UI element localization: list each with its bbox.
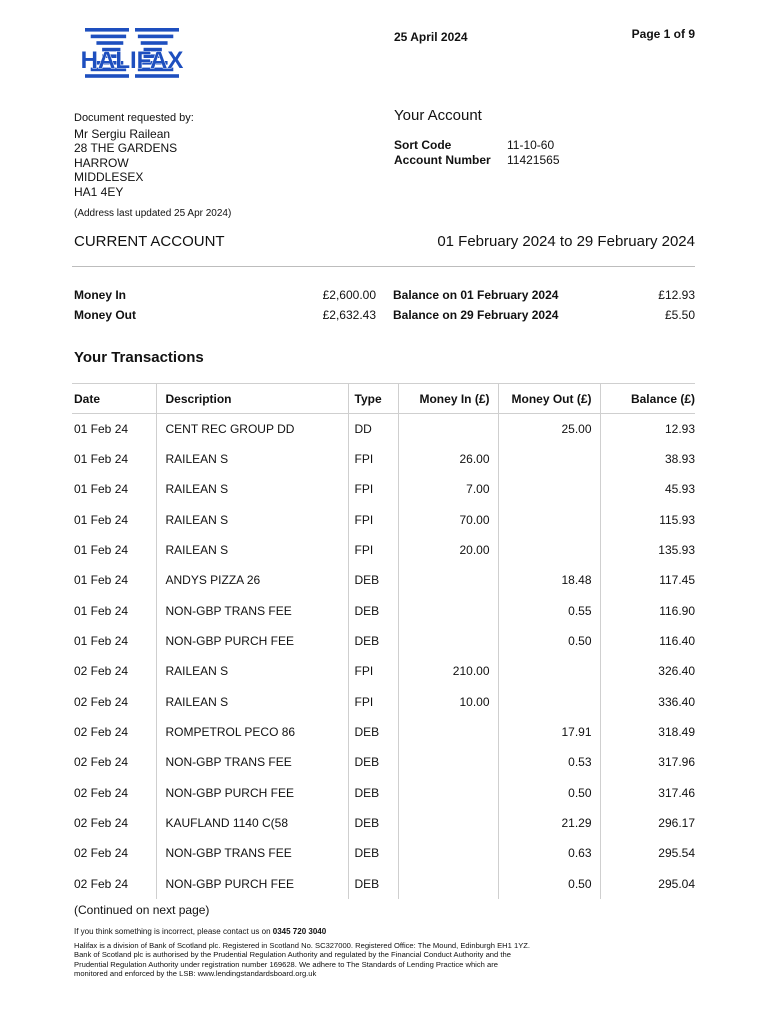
cell-date: 02 Feb 24 <box>74 785 129 800</box>
cell-type: FPI <box>348 687 398 717</box>
cell-description: RAILEAN S <box>156 535 348 565</box>
opening-balance-label: Balance on 01 February 2024 <box>393 288 559 302</box>
cell-type: FPI <box>348 474 398 504</box>
logo-stripe <box>141 41 168 45</box>
account-heading: Your Account <box>394 107 482 124</box>
cell-money-in: 7.00 <box>398 474 498 504</box>
address-line: HARROW <box>74 155 129 170</box>
column-header-description: Description <box>156 384 348 414</box>
cell-type: FPI <box>348 656 398 686</box>
cell-date: 01 Feb 24 <box>74 573 129 588</box>
cell-description: NON-GBP PURCH FEE <box>156 869 348 899</box>
closing-balance-value: £5.50 <box>664 308 695 322</box>
cell-type: DEB <box>348 717 398 747</box>
cell-balance: 318.49 <box>600 717 695 747</box>
cell-balance: 336.40 <box>600 687 695 717</box>
divider <box>72 266 695 267</box>
column-header-money-out: Money Out (£) <box>498 384 600 414</box>
address-line: MIDDLESEX <box>74 170 144 184</box>
cell-date: 02 Feb 24 <box>74 846 129 861</box>
cell-type: DEB <box>348 747 398 777</box>
table-row <box>72 444 695 474</box>
cell-description: ROMPETROL PECO 86 <box>156 717 348 747</box>
cell-description: NON-GBP PURCH FEE <box>156 778 348 808</box>
legal-notice <box>74 941 634 978</box>
cell-money-out <box>498 474 600 504</box>
cell-description: RAILEAN S <box>156 687 348 717</box>
cell-balance: 317.46 <box>600 778 695 808</box>
cell-type: FPI <box>348 444 398 474</box>
cell-description: RAILEAN S <box>156 656 348 686</box>
table-row <box>72 596 695 626</box>
cell-date: 02 Feb 24 <box>74 755 129 770</box>
cell-date: 02 Feb 24 <box>74 725 129 740</box>
column-header-balance: Balance (£) <box>600 384 695 414</box>
cell-date: 01 Feb 24 <box>74 634 129 649</box>
transactions-table <box>72 383 695 899</box>
cell-balance: 12.93 <box>600 414 695 444</box>
table-row <box>72 505 695 535</box>
cell-balance: 38.93 <box>600 444 695 474</box>
transactions-heading: Your Transactions <box>74 349 204 366</box>
table-row <box>72 869 695 899</box>
cell-money-out: 0.53 <box>498 747 600 777</box>
cell-money-out <box>498 505 600 535</box>
legal-line: Bank of Scotland plc is authorised by the Prudential Regulation Authority and regulated by the Financial Conduct Authority and the <box>74 950 511 960</box>
cell-money-out: 25.00 <box>498 414 600 444</box>
cell-description: CENT REC GROUP DD <box>156 414 348 444</box>
legal-line: monitored and enforced by the LSB: www.lendingstandardsboard.org.uk <box>74 968 317 978</box>
cell-date: 01 Feb 24 <box>74 512 129 527</box>
cell-money-in <box>398 626 498 656</box>
table-header-row <box>72 384 695 414</box>
column-header-date: Date <box>72 384 156 414</box>
table-row <box>72 626 695 656</box>
balance-summary <box>74 285 695 325</box>
cell-money-out <box>498 444 600 474</box>
cell-date: 01 Feb 24 <box>74 482 129 497</box>
cell-balance: 296.17 <box>600 808 695 838</box>
closing-balance-label: Balance on 29 February 2024 <box>393 308 559 322</box>
cell-balance: 116.90 <box>600 596 695 626</box>
contact-line <box>74 927 326 936</box>
cell-money-in: 26.00 <box>398 444 498 474</box>
halifax-x-emblem <box>72 26 192 84</box>
cell-date: 01 Feb 24 <box>74 603 129 618</box>
brand-wordmark: HALIFAX <box>80 47 184 74</box>
cell-money-in <box>398 869 498 899</box>
cell-type: DEB <box>348 626 398 656</box>
cell-description: NON-GBP PURCH FEE <box>156 626 348 656</box>
account-number-value: 11421565 <box>507 153 560 167</box>
logo-stripe <box>85 74 129 78</box>
statement-period: 01 February 2024 to 29 February 2024 <box>437 233 695 250</box>
requested-by-label: Document requested by: <box>74 112 194 124</box>
cell-money-in <box>398 565 498 595</box>
cell-money-out: 0.50 <box>498 869 600 899</box>
address-line: 28 THE GARDENS <box>74 141 178 155</box>
account-number-label: Account Number <box>394 153 491 167</box>
cell-date: 02 Feb 24 <box>74 664 129 679</box>
cell-description: KAUFLAND 1140 C(58 <box>156 808 348 838</box>
logo-stripe <box>135 28 179 32</box>
cell-money-out: 21.29 <box>498 808 600 838</box>
opening-balance-value: £12.93 <box>658 288 695 302</box>
cell-balance: 45.93 <box>600 474 695 504</box>
contact-text: If you think something is incorrect, please contact us on <box>74 927 273 936</box>
halifax-logo <box>72 26 192 84</box>
cell-money-out: 18.48 <box>498 565 600 595</box>
table-row <box>72 687 695 717</box>
address-updated-note: (Address last updated 25 Apr 2024) <box>74 208 232 219</box>
cell-date: 01 Feb 24 <box>74 421 129 436</box>
column-header-type: Type <box>348 384 398 414</box>
cell-money-in <box>398 778 498 808</box>
logo-stripe <box>96 41 123 45</box>
customer-address <box>74 111 231 222</box>
table-row <box>72 414 695 444</box>
money-out-total: £2,632.43 <box>322 308 376 322</box>
account-type: CURRENT ACCOUNT <box>74 233 225 250</box>
cell-money-out: 0.50 <box>498 626 600 656</box>
cell-money-out: 0.63 <box>498 838 600 868</box>
page-indicator: Page 1 of 9 <box>631 27 695 41</box>
money-in-total: £2,600.00 <box>322 288 376 302</box>
cell-balance: 326.40 <box>600 656 695 686</box>
legal-line: Halifax is a division of Bank of Scotland plc. Registered in Scotland No. SC327000. Registered Office: The Mound, Edinburgh EH1 1YZ. <box>74 941 531 950</box>
statement-date: 25 April 2024 <box>394 30 468 44</box>
money-out-label: Money Out <box>74 308 136 322</box>
cell-description: NON-GBP TRANS FEE <box>156 596 348 626</box>
cell-type: DEB <box>348 869 398 899</box>
cell-money-in <box>398 596 498 626</box>
cell-balance: 116.40 <box>600 626 695 656</box>
address-line: Mr Sergiu Railean <box>74 126 171 141</box>
table-row <box>72 808 695 838</box>
cell-type: DEB <box>348 838 398 868</box>
cell-balance: 295.04 <box>600 869 695 899</box>
cell-money-out: 17.91 <box>498 717 600 747</box>
logo-stripe <box>91 35 126 39</box>
cell-balance: 295.54 <box>600 838 695 868</box>
cell-type: DD <box>348 414 398 444</box>
sort-code-label: Sort Code <box>394 138 452 152</box>
table-row <box>72 535 695 565</box>
cell-balance: 317.96 <box>600 747 695 777</box>
cell-type: DEB <box>348 808 398 838</box>
cell-money-in <box>398 747 498 777</box>
table-row <box>72 778 695 808</box>
logo-stripe <box>138 35 173 39</box>
table-row <box>72 747 695 777</box>
money-in-label: Money In <box>74 288 127 302</box>
logo-stripe <box>135 74 179 78</box>
cell-money-in: 10.00 <box>398 687 498 717</box>
cell-money-in <box>398 808 498 838</box>
table-row <box>72 474 695 504</box>
cell-date: 02 Feb 24 <box>74 876 129 891</box>
cell-type: DEB <box>348 596 398 626</box>
cell-balance: 115.93 <box>600 505 695 535</box>
cell-type: FPI <box>348 535 398 565</box>
cell-balance: 117.45 <box>600 565 695 595</box>
cell-money-out <box>498 535 600 565</box>
table-row <box>72 656 695 686</box>
address-line: HA1 4EY <box>74 184 124 199</box>
legal-line: Prudential Regulation Authority under registration number 169628. We adhere to The Standards of Lending Practice which are <box>74 959 498 969</box>
cell-date: 01 Feb 24 <box>74 452 129 467</box>
cell-money-in <box>398 838 498 868</box>
cell-description: RAILEAN S <box>156 474 348 504</box>
cell-money-out: 0.55 <box>498 596 600 626</box>
cell-description: RAILEAN S <box>156 444 348 474</box>
contact-phone: 0345 720 3040 <box>272 927 327 936</box>
cell-money-out <box>498 687 600 717</box>
cell-type: FPI <box>348 505 398 535</box>
cell-type: DEB <box>348 565 398 595</box>
cell-description: RAILEAN S <box>156 505 348 535</box>
table-row <box>72 565 695 595</box>
cell-date: 02 Feb 24 <box>74 694 129 709</box>
sort-code-value: 11-10-60 <box>507 138 555 152</box>
cell-balance: 135.93 <box>600 535 695 565</box>
column-header-money-in: Money In (£) <box>398 384 498 414</box>
cell-money-out: 0.50 <box>498 778 600 808</box>
cell-date: 01 Feb 24 <box>74 543 129 558</box>
cell-type: DEB <box>348 778 398 808</box>
cell-money-in: 70.00 <box>398 505 498 535</box>
account-details <box>394 138 560 168</box>
cell-description: NON-GBP TRANS FEE <box>156 747 348 777</box>
table-row <box>72 717 695 747</box>
cell-money-in <box>398 717 498 747</box>
cell-money-in: 210.00 <box>398 656 498 686</box>
table-row <box>72 838 695 868</box>
cell-money-in: 20.00 <box>398 535 498 565</box>
cell-date: 02 Feb 24 <box>74 816 129 831</box>
cell-description: NON-GBP TRANS FEE <box>156 838 348 868</box>
cell-description: ANDYS PIZZA 26 <box>156 565 348 595</box>
logo-stripe <box>85 28 129 32</box>
continued-note: (Continued on next page) <box>74 903 210 917</box>
cell-money-in <box>398 414 498 444</box>
cell-money-out <box>498 656 600 686</box>
